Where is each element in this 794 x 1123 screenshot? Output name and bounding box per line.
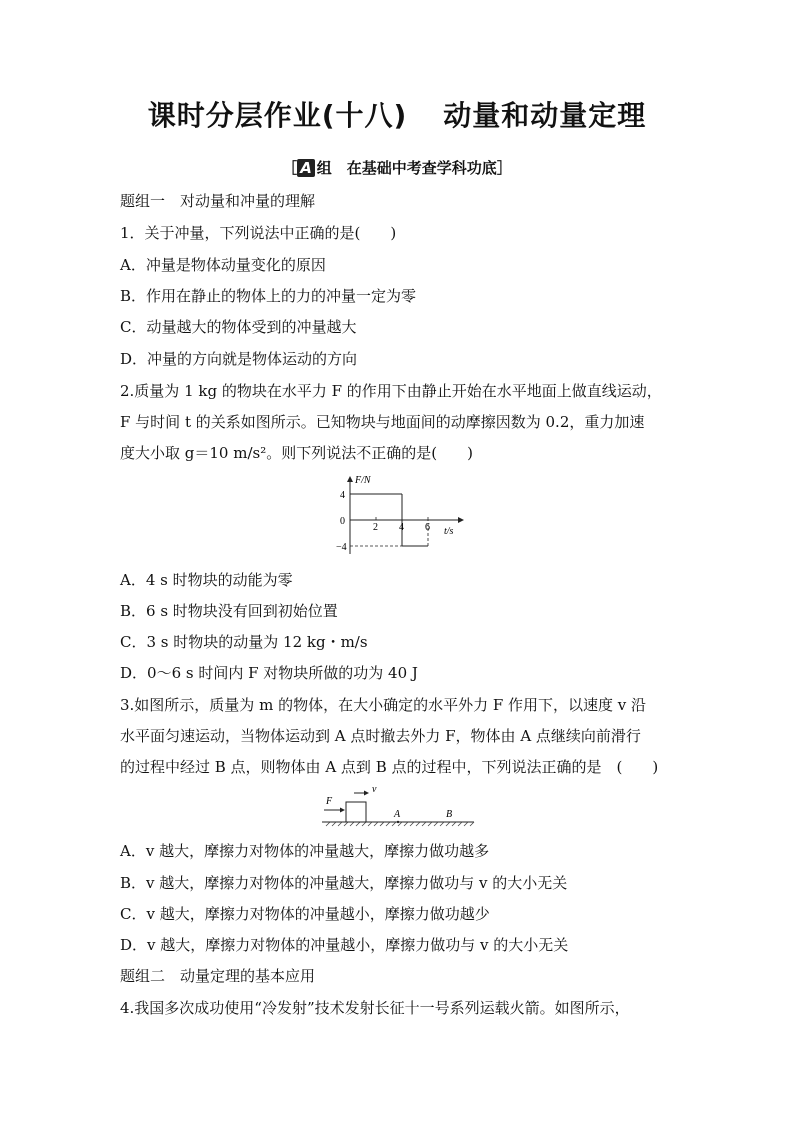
q3-option-a: A．v 越大，摩擦力对物体的冲量越大，摩擦力做功越多 (120, 842, 490, 860)
y-tick-label-2: −4 (336, 542, 347, 553)
section-heading-1: 题组一 对动量和冲量的理解 (120, 192, 316, 210)
page-title (0, 94, 794, 134)
q2-option-d: D．0～6 s 时间内 F 对物块所做的功为 40 J (120, 664, 418, 682)
q1-option-a: A．冲量是物体动量变化的原因 (120, 256, 326, 274)
force-arrow-head (340, 808, 345, 813)
q2-option-b: B．6 s 时物块没有回到初始位置 (120, 602, 338, 620)
section-heading-2: 题组二 动量定理的基本应用 (120, 967, 316, 985)
velocity-label: v (372, 784, 377, 795)
q3-option-d: D．v 越大，摩擦力对物体的冲量越小，摩擦力做功与 v 的大小无关 (120, 936, 569, 954)
x-tick-label-4: 4 (399, 522, 404, 533)
q1-stem: 1．关于冲量，下列说法中正确的是( ) (120, 224, 397, 242)
q3-stem-line-3: 的过程中经过 B 点，则物体由 A 点到 B 点的过程中，下列说法正确的是 ( ) (120, 758, 659, 776)
point-b-label: B (446, 809, 453, 820)
q1-option-d: D．冲量的方向就是物体运动的方向 (120, 350, 358, 368)
q2-option-c: C．3 s 时物块的动量为 12 kg・m/s (120, 633, 368, 651)
point-a-label: A (394, 809, 401, 820)
velocity-arrow-head (364, 791, 369, 796)
q1-option-c: C．动量越大的物体受到的冲量越大 (120, 318, 357, 336)
group-badge: A (297, 159, 315, 177)
block-diagram (318, 784, 478, 832)
q2-stem-line-2: F 与时间 t 的关系如图所示。已知物块与地面间的动摩擦因数为 0.2，重力加速 (120, 413, 645, 431)
y-tick-label-0: 4 (340, 490, 345, 501)
q3-stem-line-2: 水平面匀速运动，当物体运动到 A 点时撤去外力 F，物体由 A 点继续向前滑行 (120, 727, 641, 745)
y-tick-label-1: 0 (340, 516, 345, 527)
q2-stem-line-1: 2.质量为 1 kg 的物块在水平力 F 的作用下由静止开始在水平地面上做直线运动， (120, 382, 662, 400)
q1-option-b: B．作用在静止的物体上的力的冲量一定为零 (120, 287, 417, 305)
bracket-open: ［ (282, 159, 298, 177)
title-sub: 动量和动量定理 (443, 99, 647, 132)
q3-option-b: B．v 越大，摩擦力对物体的冲量越大，摩擦力做功与 v 的大小无关 (120, 874, 568, 892)
q2-option-a: A．4 s 时物块的动能为零 (120, 571, 293, 589)
bracket-close: ］ (496, 159, 512, 177)
ground-hatch (326, 822, 474, 826)
x-tick-label-2: 2 (373, 522, 378, 533)
x-axis-arrow (458, 517, 464, 523)
y-axis-label: F/N (355, 475, 371, 486)
point-a-marker (397, 821, 399, 823)
block (346, 802, 366, 822)
group-banner (0, 157, 794, 178)
x-axis-label: t/s (444, 526, 454, 537)
q3-option-c: C．v 越大，摩擦力对物体的冲量越小，摩擦力做功越少 (120, 905, 490, 923)
y-axis-arrow (347, 476, 353, 482)
x-tick-label-6: 6 (425, 522, 430, 533)
q3-stem-line-1: 3.如图所示，质量为 m 的物体，在大小确定的水平外力 F 作用下，以速度 v 沿 (120, 696, 647, 714)
force-time-chart (330, 470, 470, 560)
group-label: 组 在基础中考查学科功底 (316, 159, 497, 177)
force-label: F (326, 796, 333, 807)
title-main: 课时分层作业(十八) (147, 99, 408, 132)
q2-stem-line-3: 度大小取 g＝10 m/s²。则下列说法不正确的是( ) (120, 444, 473, 462)
q4-stem: 4.我国多次成功使用“冷发射”技术发射长征十一号系列运载火箭。如图所示， (120, 999, 630, 1017)
